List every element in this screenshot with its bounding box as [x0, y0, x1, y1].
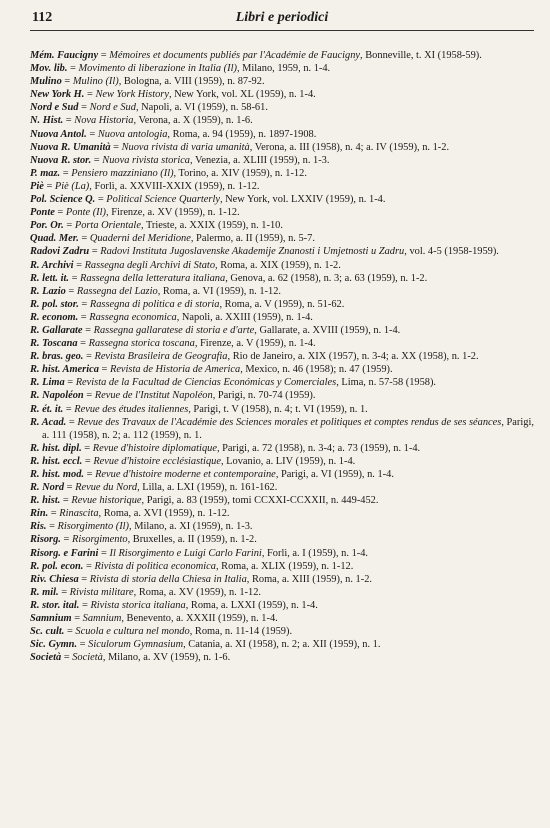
entry-title: Revue historique [71, 495, 142, 507]
running-title: Libri e periodici [235, 10, 329, 25]
list-item [30, 520, 534, 533]
entry-separator: = [63, 115, 75, 127]
entry-title: Radovi Instituta Jugoslavenske Akademije Znanosti i Umjetnosti u Zadru [100, 246, 405, 258]
entry-separator: = [91, 154, 103, 166]
list-item [30, 638, 534, 651]
entry-separator: = [83, 390, 95, 402]
entry-separator: = [64, 626, 76, 638]
entry-details: , Roma, a. XIII (1959), n. 1-2. [246, 573, 373, 585]
entry-title: Revue du Nord [75, 482, 138, 494]
entry-title: Rassegna degli Archivi di Stato [84, 259, 216, 271]
entry-separator: = [67, 63, 79, 75]
entry-separator: = [64, 377, 76, 389]
entry-details: , Firenze, a. XV (1959), n. 1-12. [106, 207, 240, 219]
list-item [30, 285, 534, 298]
entry-title: Movimento di liberazione in Italia (Il) [78, 63, 237, 75]
entry-separator: = [78, 102, 90, 114]
list-item [30, 272, 534, 285]
list-item [30, 298, 534, 311]
entry-details: , Parigi, a. 111 (1958), n. 2; a. 112 (1959), n. 1. [42, 416, 534, 441]
list-item [30, 586, 534, 599]
entry-details: , New York, vol. XL (1959), n. 1-4. [168, 89, 316, 101]
entry-title: Nuova rivista storica [102, 154, 191, 166]
entry-abbreviation: Nord e Sud [30, 102, 79, 114]
entry-separator: = [84, 469, 96, 480]
entry-title: Revue d'histoire moderne et contemporaine [95, 469, 276, 480]
entry-abbreviation: Pol. Science Q. [30, 194, 96, 206]
entry-details: , Milano, 1959, n. 1-4. [236, 63, 331, 75]
entry-details: , Rio de Janeiro, a. XIX (1957), n. 3-4; a. XX (1958), n. 1-2. [227, 351, 479, 363]
entry-abbreviation: R. hist. America [30, 364, 99, 376]
entry-details: , Gallarate, a. XVIII (1959), n. 1-4. [254, 324, 401, 336]
list-item [30, 376, 534, 389]
entry-abbreviation: Risorg. e Farini [30, 547, 99, 559]
entry-abbreviation: P. maz. [30, 167, 61, 179]
list-item [30, 389, 534, 402]
list-item [30, 232, 534, 245]
entry-abbreviation: R. mil. [30, 586, 59, 598]
entry-separator: = [78, 233, 90, 245]
entry-title: Rivista storica italiana [90, 599, 186, 611]
entry-separator: = [77, 338, 89, 350]
entry-abbreviation: R. Gallarate [30, 324, 83, 336]
list-item [30, 560, 534, 573]
entry-separator: = [46, 521, 58, 533]
entry-title: Revue des Travaux de l'Académie des Sciences morales et politiques et comptes rendus de ses séances [77, 416, 502, 428]
entry-title: Porta Orientale [74, 220, 141, 232]
list-item [30, 337, 534, 350]
entry-details: , Roma, a. 94 (1959), n. 1897-1908. [167, 128, 317, 140]
list-item [30, 128, 534, 141]
entry-abbreviation: Radovi Zadru [30, 246, 90, 258]
entry-details: , Genova, a. 62 (1958), n. 3; a. 63 (1959), n. 1-2. [225, 272, 428, 284]
entry-separator: = [83, 351, 95, 363]
entry-separator: = [95, 194, 107, 206]
entry-abbreviation: Sic. Gymn. [30, 639, 78, 651]
list-item [30, 114, 534, 127]
entry-separator: = [66, 416, 78, 428]
entry-separator: = [48, 508, 60, 520]
entry-title: Rassegna gallaratese di storia e d'arte [93, 324, 255, 336]
entry-abbreviation: R. Napoléon [30, 390, 84, 402]
entry-abbreviation: Nuova R. Umanità [30, 141, 111, 153]
entry-title: Revue des études italiennes [74, 403, 189, 415]
list-item [30, 455, 534, 468]
entry-details: , Bologna, a. VIII (1959), n. 87-92. [118, 76, 265, 88]
entry-details: , Trieste, a. XXIX (1959), n. 1-10. [140, 220, 283, 232]
entry-abbreviation: R. hist. dipl. [30, 442, 82, 454]
list-item [30, 651, 534, 664]
entry-details: , Roma, a. XVI (1959), n. 1-12. [98, 508, 230, 520]
entry-details: , Bonneville, t. XI (1958-59). [360, 50, 482, 61]
entry-title: Ponte (Il) [65, 207, 106, 219]
entry-abbreviation: R. ét. it. [30, 403, 64, 415]
entry-title: Mémoires et documents publiés par l'Académie de Faucigny [109, 50, 361, 61]
entry-abbreviation: Rin. [30, 508, 49, 520]
entry-title: Samnium [82, 613, 122, 625]
list-item [30, 324, 534, 337]
entry-separator: = [63, 220, 75, 232]
entry-separator: = [64, 482, 76, 494]
entry-abbreviation: R. stor. ital. [30, 599, 80, 611]
entry-abbreviation: R. lett. it. [30, 272, 69, 284]
entry-abbreviation: Mulino [30, 76, 62, 88]
entry-title: Rassegna economica [89, 311, 177, 323]
entry-separator: = [54, 207, 66, 219]
entry-abbreviation: Riv. Chiesa [30, 573, 79, 585]
entry-title: Rivista militare [69, 586, 134, 598]
entry-abbreviation: R. bras. geo. [30, 351, 84, 363]
entry-title: Rassegna del Lazio [76, 285, 158, 297]
entry-title: Quaderni del Meridione [89, 233, 191, 245]
list-item [30, 494, 534, 507]
entry-abbreviation: R. hist. [30, 495, 61, 507]
list-item [30, 599, 534, 612]
entry-title: Il Risorgimento e Luigi Carlo Farini [109, 547, 262, 559]
list-item [30, 481, 534, 494]
entry-details: , New York, vol. LXXIV (1959), n. 1-4. [219, 194, 386, 206]
entry-abbreviation: Sc. cult. [30, 626, 65, 638]
list-item [30, 311, 534, 324]
entry-title: Revue d'histoire ecclésiastique [93, 455, 221, 467]
entry-separator: = [65, 285, 77, 297]
entry-separator: = [78, 298, 90, 310]
entry-details: , Venezia, a. XLIII (1959), n. 1-3. [190, 154, 330, 166]
entry-title: Rassegna di politica e di storia [89, 298, 220, 310]
entry-separator: = [61, 652, 73, 664]
entry-details: , Parigi, a. VI (1959), n. 1-4. [275, 469, 394, 480]
entry-title: Risorgimento [71, 534, 128, 546]
entry-title: Siculorum Gymnasium [88, 639, 184, 651]
list-item [30, 416, 534, 442]
entry-abbreviation: R. pol. stor. [30, 298, 79, 310]
entry-title: Risorgimento (Il) [57, 521, 130, 533]
list-item [30, 75, 534, 88]
list-item [30, 154, 534, 167]
list-item [30, 167, 534, 180]
page-header [30, 8, 534, 31]
entry-details: , Palermo, a. II (1959), n. 5-7. [190, 233, 315, 245]
entry-abbreviation: Mov. lib. [30, 63, 68, 75]
list-item [30, 193, 534, 206]
entry-separator: = [110, 141, 122, 153]
entry-separator: = [89, 246, 101, 258]
entry-separator: = [98, 364, 110, 376]
list-item [30, 88, 534, 101]
entry-abbreviation: R. hist. eccl. [30, 455, 83, 467]
entry-details: , Lovanio, a. LIV (1959), n. 1-4. [220, 455, 356, 467]
entry-details: , Parigi, t. V (1958), n. 4; t. VI (1959), n. 1. [188, 403, 368, 415]
entry-details: , Verona, a. X (1959), n. 1-6. [133, 115, 253, 127]
entry-separator: = [68, 272, 81, 284]
entry-details: , Parigi, a. 72 (1958), n. 3-4; a. 73 (1959), n. 1-4. [216, 442, 421, 454]
entry-separator: = [61, 76, 73, 88]
entry-abbreviation: Samnium [30, 613, 72, 625]
list-item [30, 206, 534, 219]
entry-title: Revista de la Facultad de Ciencias Económicas y Comerciales [75, 377, 337, 389]
entry-details: , Lima, n. 57-58 (1958). [336, 377, 437, 389]
list-item [30, 507, 534, 520]
entry-abbreviation: Società [30, 652, 62, 664]
entry-title: Rivista di politica economica [94, 560, 216, 572]
list-item [30, 468, 534, 481]
entry-title: Revista Brasileira de Geografia [94, 351, 228, 363]
entry-title: Rinascita [59, 508, 99, 520]
entry-separator: = [81, 442, 93, 454]
entry-details: , Roma, a. XIX (1959), n. 1-2. [215, 259, 341, 271]
entry-details: , Verona, a. III (1958), n. 4; a. IV (1959), n. 1-2. [249, 141, 450, 153]
page-number: 112 [32, 10, 53, 25]
entry-title: Nuova antologia [97, 128, 168, 140]
entry-abbreviation: R. Nord [30, 482, 65, 494]
list-item [30, 49, 534, 62]
entry-title: Scuola e cultura nel mondo [75, 626, 190, 638]
entry-abbreviation: Ris. [30, 521, 47, 533]
entry-abbreviation: Risorg. [30, 534, 61, 546]
entry-title: Rassegna storica toscana [88, 338, 195, 350]
entry-abbreviation: R. Archivi [30, 259, 74, 271]
entry-separator: = [78, 311, 90, 323]
entry-details: , Forlì, a. I (1959), n. 1-4. [261, 547, 369, 559]
entry-abbreviation: N. Hist. [30, 115, 64, 127]
entry-separator: = [60, 495, 72, 507]
entry-abbreviation: R. hist. mod. [30, 469, 84, 480]
list-item [30, 101, 534, 114]
entry-abbreviation: Ponte [30, 207, 55, 219]
entry-details: , Milano, a. XV (1959), n. 1-6. [102, 652, 231, 664]
entry-separator: = [60, 167, 72, 179]
list-item [30, 403, 534, 416]
entry-abbreviation: Nuova R. stor. [30, 154, 92, 166]
list-item [30, 259, 534, 272]
entry-details: , Benevento, a. XXXII (1959), n. 1-4. [121, 613, 278, 625]
entry-separator: = [83, 560, 95, 572]
entry-title: Political Science Quarterly [106, 194, 220, 206]
entry-details: , Bruxelles, a. II (1959), n. 1-2. [127, 534, 257, 546]
entry-abbreviation: Nuova Antol. [30, 128, 87, 140]
list-item [30, 533, 534, 546]
entry-details: , Lilla, a. LXI (1959), n. 161-162. [137, 482, 278, 494]
entry-abbreviation: R. pol. econ. [30, 560, 84, 572]
entry-details: , Roma, a. V (1959), n. 51-62. [219, 298, 345, 310]
entry-abbreviation: R. econom. [30, 311, 79, 323]
entry-separator: = [84, 89, 96, 101]
entry-separator: = [82, 324, 94, 336]
entry-details: , vol. 4-5 (1958-1959). [404, 246, 499, 258]
entry-separator: = [43, 180, 55, 192]
entry-abbreviation: Piè [30, 180, 44, 192]
list-item [30, 141, 534, 154]
entry-title: Revista de Historia de America [109, 364, 241, 376]
entry-separator: = [60, 534, 72, 546]
list-item [30, 245, 534, 258]
entry-abbreviation: Quad. Mer. [30, 233, 79, 245]
entry-separator: = [71, 613, 83, 625]
entry-title: Mulino (Il) [72, 76, 119, 88]
entry-title: Piè (La) [54, 180, 90, 192]
entry-title: Nuova rivista di varia umanità [121, 141, 250, 153]
entry-details: , Firenze, a. V (1959), n. 1-4. [194, 338, 316, 350]
entry-separator: = [58, 586, 70, 598]
entry-details: , Napoli, a. XXIII (1959), n. 1-4. [176, 311, 313, 323]
entry-details: , Roma, n. 11-14 (1959). [189, 626, 293, 638]
entry-abbreviation: R. Toscana [30, 338, 78, 350]
entry-details: , Parigi, a. 83 (1959), tomi CCXXI-CCXXII, n. 449-452. [141, 495, 379, 507]
entry-title: Rivista di storia della Chiesa in Italia [89, 573, 247, 585]
entry-details: , Roma, a. LXXI (1959), n. 1-4. [185, 599, 318, 611]
list-item [30, 180, 534, 193]
entry-title: Società [72, 652, 103, 664]
list-item [30, 442, 534, 455]
entry-details: , Parigi, n. 70-74 (1959). [212, 390, 316, 402]
entry-details: , Forlì, a. XXVIII-XXIX (1959), n. 1-12. [89, 180, 260, 192]
entry-separator: = [98, 547, 110, 559]
entry-details: , Napoli, a. VI (1959), n. 58-61. [135, 102, 268, 114]
entry-abbreviation: R. Acad. [30, 416, 67, 428]
entry-details: , Roma, a. XLIX (1959), n. 1-12. [215, 560, 354, 572]
entry-details: , Roma, a. XV (1959), n. 1-12. [133, 586, 262, 598]
entry-separator: = [98, 50, 110, 61]
entry-title: Revue d'histoire diplomatique [92, 442, 217, 454]
entry-abbreviation: New York H. [30, 89, 85, 101]
entry-title: Nova Historia [74, 115, 134, 127]
list-item [30, 625, 534, 638]
entry-title: Revue de l'Institut Napoléon [94, 390, 213, 402]
entry-abbreviation: R. Lazio [30, 285, 66, 297]
entry-separator: = [79, 599, 91, 611]
entry-abbreviation: Por. Or. [30, 220, 64, 232]
list-item [30, 219, 534, 232]
list-item [30, 612, 534, 625]
entry-separator: = [73, 259, 85, 271]
entry-separator: = [86, 128, 98, 140]
entry-details: , Mexico, n. 46 (1958); n. 47 (1959). [240, 364, 393, 376]
entry-separator: = [63, 403, 75, 415]
abbreviation-list [30, 49, 534, 664]
entry-title: Nord e Sud [89, 102, 136, 114]
list-item [30, 573, 534, 586]
entry-details: , Torino, a. XIV (1959), n. 1-12. [173, 167, 307, 179]
entry-title: Rassegna della letteratura italiana [80, 272, 226, 284]
entry-details: , Catania, a. XI (1958), n. 2; a. XII (1959), n. 1. [183, 639, 381, 651]
entry-details: , Milano, a. XI (1959), n. 1-3. [129, 521, 253, 533]
entry-details: , Roma, a. VI (1959), n. 1-12. [157, 285, 282, 297]
list-item [30, 363, 534, 376]
list-item [30, 62, 534, 75]
entry-abbreviation: Mém. Faucigny [30, 50, 99, 61]
list-item [30, 350, 534, 363]
entry-abbreviation: R. Lima [30, 377, 65, 389]
list-item [30, 547, 534, 560]
entry-separator: = [78, 573, 90, 585]
entry-separator: = [82, 455, 94, 467]
entry-title: Pensiero mazziniano (Il) [71, 167, 174, 179]
entry-separator: = [77, 639, 89, 651]
entry-title: New York History [95, 89, 169, 101]
